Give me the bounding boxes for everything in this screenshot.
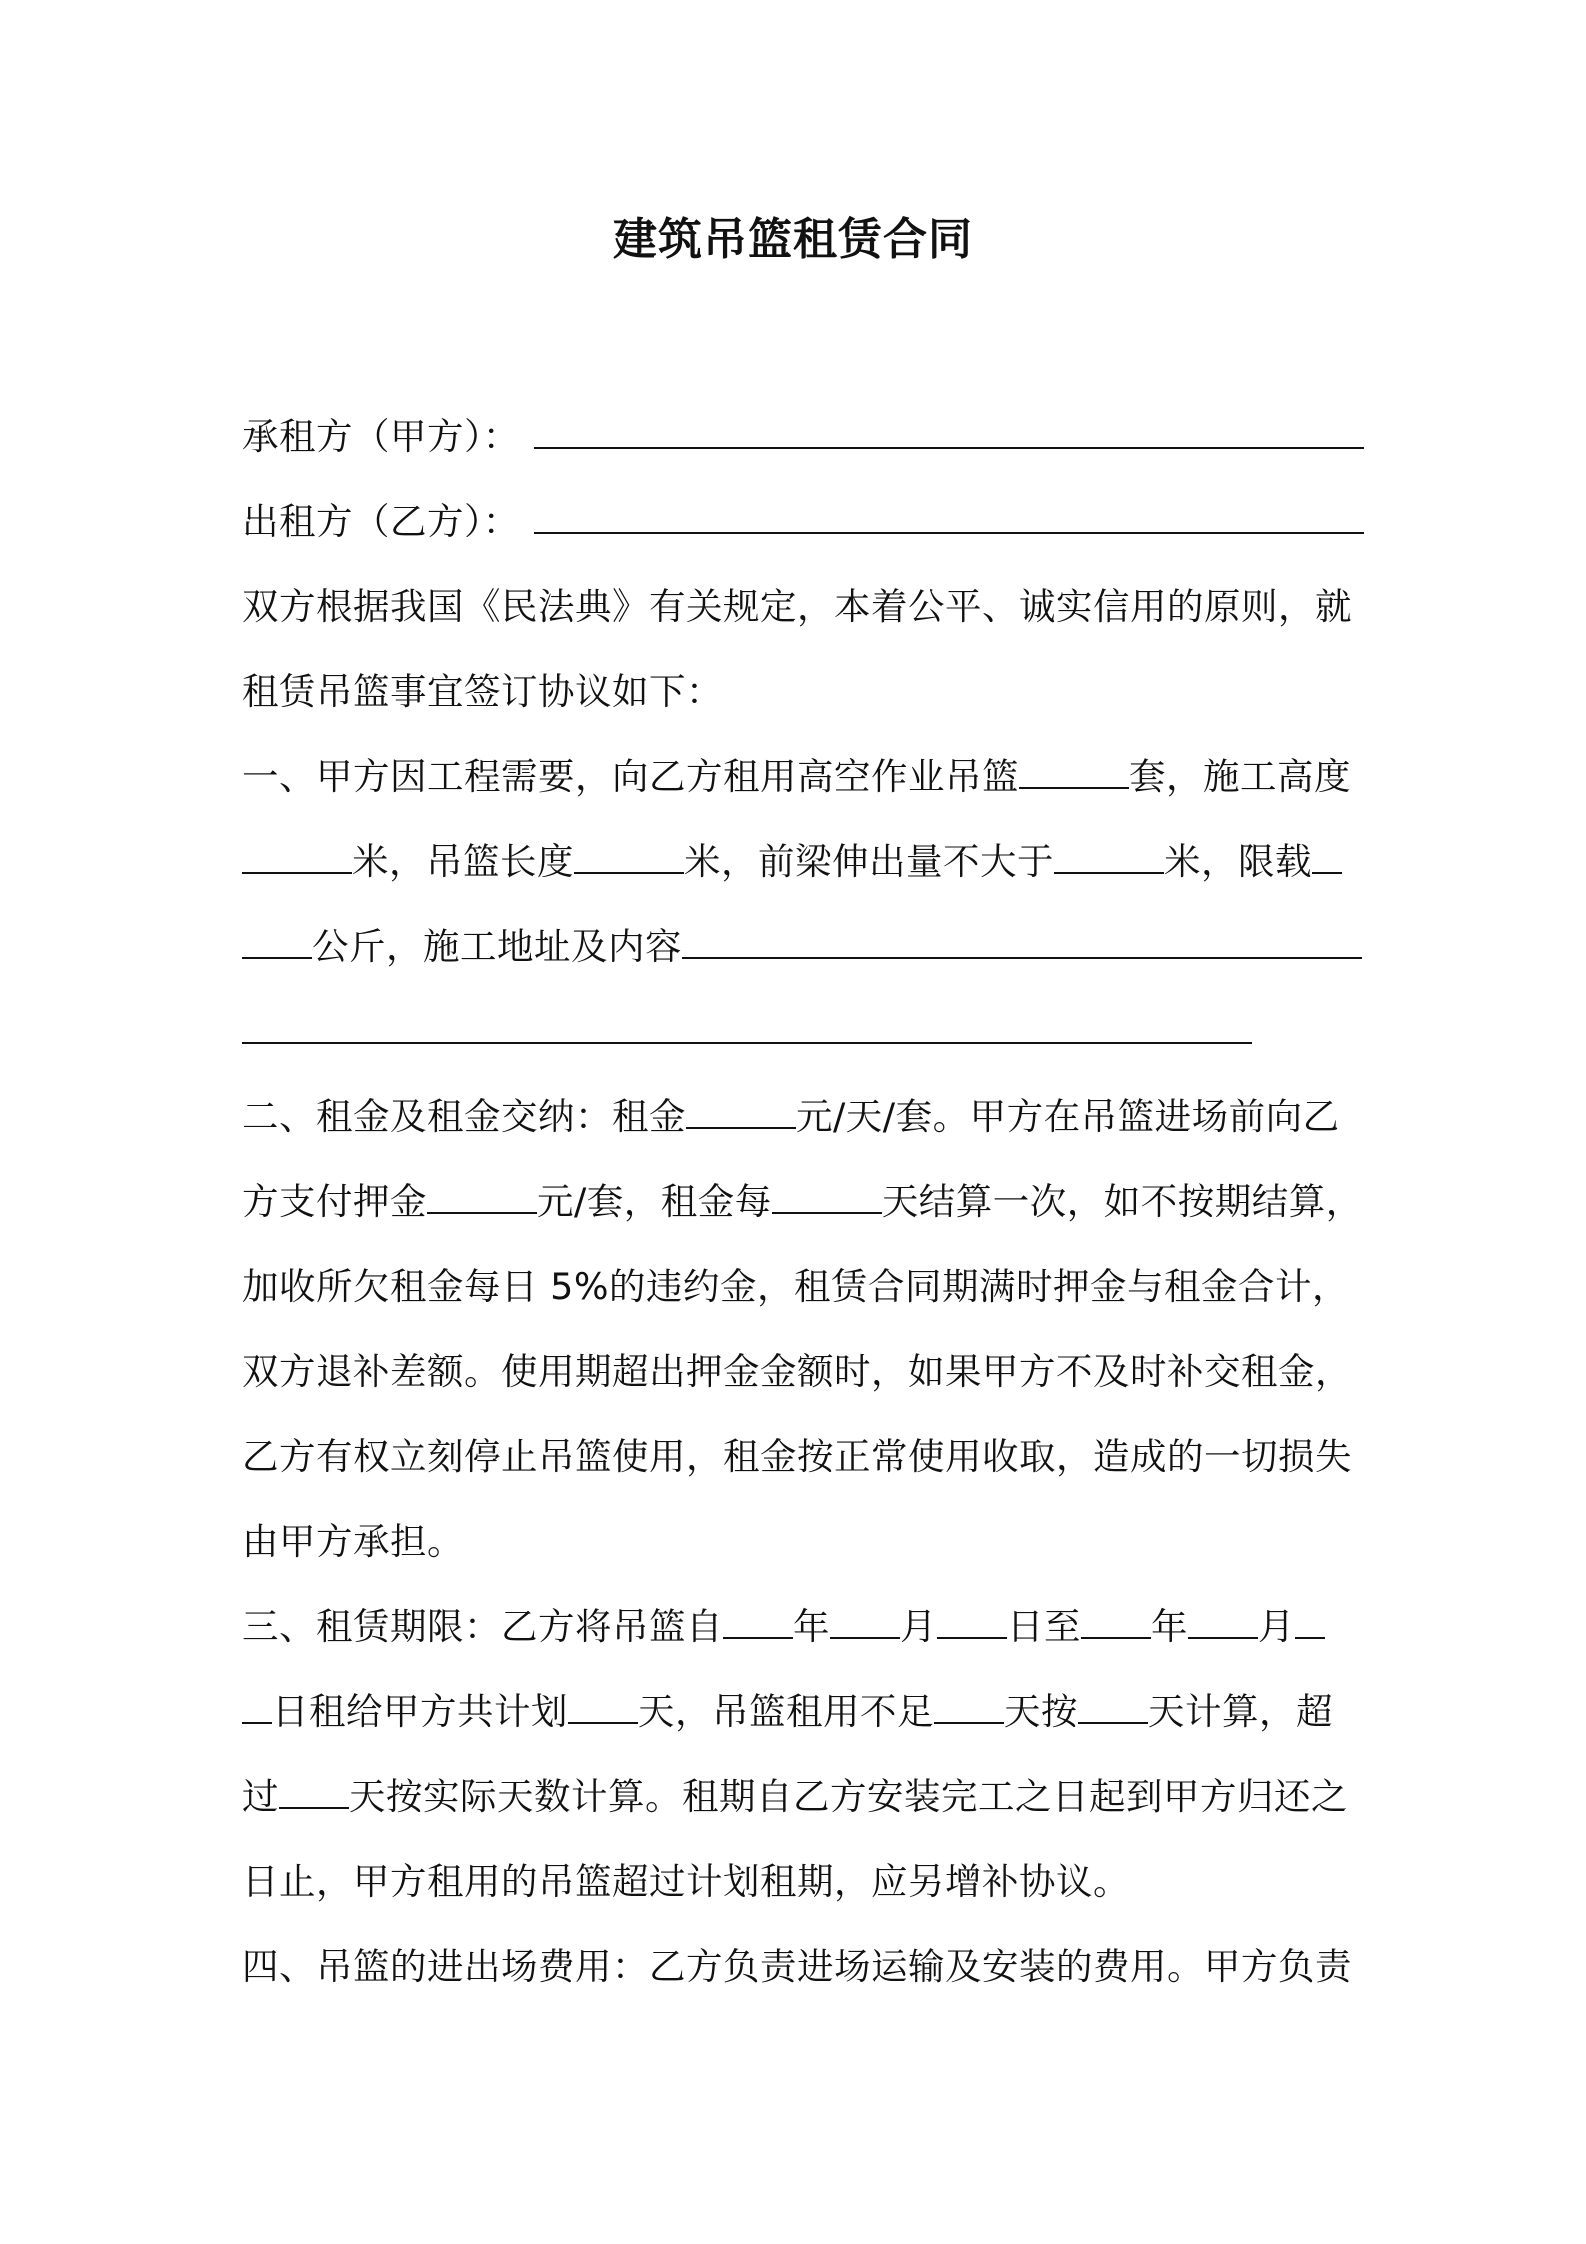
blank-settle-days[interactable] — [772, 1182, 882, 1214]
blank-beam[interactable] — [1054, 842, 1164, 874]
section3-text: 三、租赁期限：乙方将吊篮自 — [242, 1605, 723, 1648]
section4-line-1: 四、吊篮的进出场费用：乙方负责进场运输及安装的费用。甲方负责 — [242, 1945, 1352, 1988]
section1-line-1 — [242, 755, 1351, 799]
lessee-label: 承租方（甲方）： — [242, 415, 520, 458]
lessor-label: 出租方（乙方）： — [242, 500, 520, 543]
section3-line-1 — [242, 1605, 1325, 1649]
section3-text: 天按实际天数计算。租期自乙方安装完工之日起到甲方归还之 — [349, 1775, 1348, 1818]
section2-text: 二、租金及租金交纳：租金 — [242, 1095, 686, 1138]
section3-text: 天计算，超 — [1148, 1690, 1333, 1733]
section2-text: 元/套，租金每 — [537, 1180, 772, 1223]
section3-text: 年 — [1151, 1605, 1188, 1648]
document-title: 建筑吊篮租赁合同 — [613, 214, 973, 265]
section3-text: 日至 — [1007, 1605, 1081, 1648]
blank-start-day[interactable] — [937, 1607, 1007, 1639]
section1-text: 米，吊篮长度 — [352, 840, 574, 883]
section1-line-3 — [242, 925, 1362, 969]
section1-text: 套，施工高度 — [1129, 755, 1351, 798]
section3-line-4: 日止，甲方租用的吊篮超过计划租期，应另增补协议。 — [242, 1860, 1130, 1903]
blank-min-days[interactable] — [934, 1692, 1004, 1724]
blank-load[interactable] — [242, 927, 312, 959]
blank-end-day[interactable] — [242, 1692, 272, 1724]
section2-line-1 — [242, 1095, 1340, 1139]
blank-length[interactable] — [574, 842, 684, 874]
section2-line-4: 双方退补差额。使用期超出押金金额时，如果甲方不及时补交租金， — [242, 1350, 1352, 1393]
lessee-blank[interactable] — [534, 417, 1364, 449]
section2-line-2 — [242, 1180, 1363, 1224]
section3-line-3 — [242, 1775, 1348, 1819]
blank-address[interactable] — [682, 927, 1362, 959]
section2-line-3: 加收所欠租金每日 5%的违约金，租赁合同期满时押金与租金合计， — [242, 1265, 1350, 1308]
section3-line-2 — [242, 1690, 1333, 1734]
section2-text: 元/天/套。甲方在吊篮进场前向乙 — [796, 1095, 1340, 1138]
section3-text: 过 — [242, 1775, 279, 1818]
section1-text: 公斤，施工地址及内容 — [312, 925, 682, 968]
section3-text: 天按 — [1004, 1690, 1078, 1733]
section3-text: 年 — [793, 1605, 830, 1648]
intro-line-2: 租赁吊篮事宜签订协议如下： — [242, 670, 723, 713]
blank-end-month[interactable] — [1188, 1607, 1258, 1639]
intro-line-1: 双方根据我国《民法典》有关规定，本着公平、诚实信用的原则，就 — [242, 585, 1352, 628]
blank-start-year[interactable] — [723, 1607, 793, 1639]
blank-end-year[interactable] — [1081, 1607, 1151, 1639]
section2-text: 方支付押金 — [242, 1180, 427, 1223]
blank-start-month[interactable] — [830, 1607, 900, 1639]
blank-height[interactable] — [242, 842, 352, 874]
blank-address-cont[interactable] — [242, 1012, 1252, 1044]
blank-plan-days[interactable] — [568, 1692, 638, 1724]
section3-text: 月 — [1258, 1605, 1295, 1648]
section1-text: 米，限载 — [1164, 840, 1312, 883]
section3-text: 月 — [900, 1605, 937, 1648]
section2-line-5: 乙方有权立刻停止吊篮使用，租金按正常使用收取，造成的一切损失 — [242, 1435, 1352, 1478]
section1-text: 米，前梁伸出量不大于 — [684, 840, 1054, 883]
lessor-line — [242, 500, 1364, 544]
section1-text: 一、甲方因工程需要，向乙方租用高空作业吊篮 — [242, 755, 1019, 798]
lessee-line — [242, 415, 1364, 459]
section2-text: 天结算一次，如不按期结算， — [881, 1180, 1363, 1223]
blank-end-day-start[interactable] — [1295, 1607, 1325, 1639]
section3-text: 天，吊篮租用不足 — [638, 1690, 934, 1733]
section2-line-6: 由甲方承担。 — [242, 1520, 464, 1563]
section3-text: 日租给甲方共计划 — [272, 1690, 568, 1733]
lessor-blank[interactable] — [534, 502, 1364, 534]
section1-line-4 — [242, 1010, 1252, 1054]
blank-rent[interactable] — [686, 1097, 796, 1129]
blank-sets[interactable] — [1019, 757, 1129, 789]
blank-count-days[interactable] — [1078, 1692, 1148, 1724]
blank-deposit[interactable] — [427, 1182, 537, 1214]
blank-over-days[interactable] — [279, 1777, 349, 1809]
blank-load-start[interactable] — [1312, 842, 1342, 874]
section1-line-2 — [242, 840, 1342, 884]
